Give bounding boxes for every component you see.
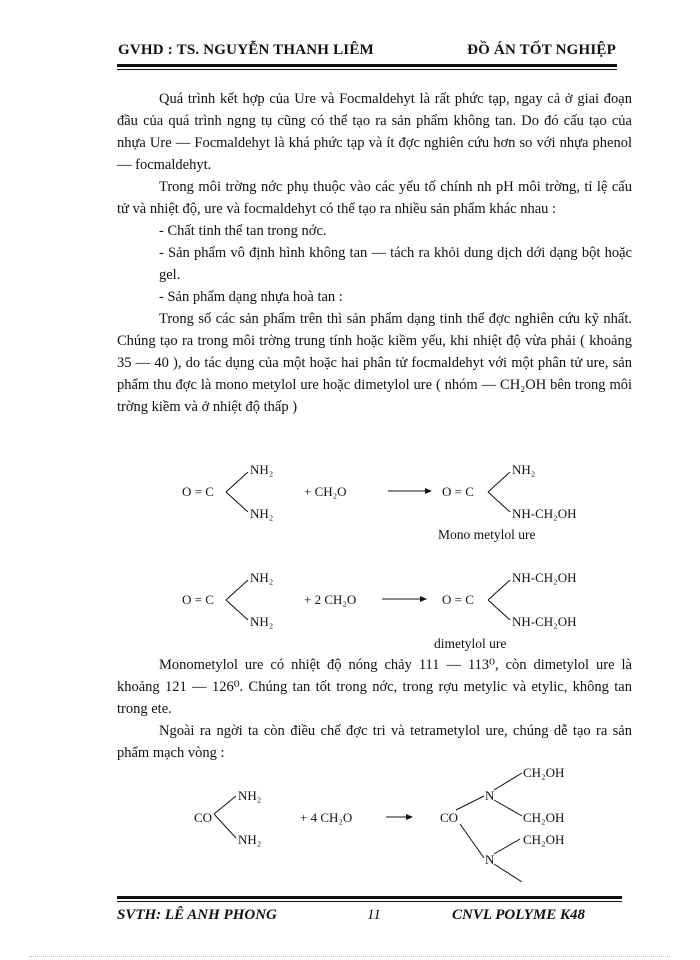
reaction-dimetylol (0, 566, 700, 656)
paragraph-2: Trong môi trờng nớc phụ thuộc vào các yếu tố chính nh pH môi trờng, tỉ lệ cấu tử và nhiệt độ, ure và focmaldehyt có thể tạo ra nhiều sản phẩm khác nhau : (117, 179, 632, 217)
product-nh-ch2oh-top: NH-CH₂OH (512, 570, 577, 585)
product-carbonyl: CO (440, 810, 459, 825)
reactant-carbonyl: O = C (182, 484, 214, 499)
reactant-carbonyl: O = C (182, 592, 214, 607)
reactant-nh2-bottom: NH₂ (238, 832, 262, 847)
footer-class: CNVL POLYME K48 (452, 907, 586, 919)
paragraph-5: Ngoài ra ngời ta còn điều chế đợc tri và tetrametylol ure, chúng dễ tạo ra sản phẩm mạch vòng : (117, 723, 632, 761)
page-edge-dotted-line (30, 956, 670, 957)
paragraph-1: Quá trình kết hợp của Ure và Focmaldehyt là rất phức tạp, ngay cả ở giai đoạn đầu của quá trình ngng tụ cũng có thể tạo ra sản phẩm không tan. Do đó cấu tạo của nhựa Ure — Focmaldehyt là khá phức tạp và ít đợc nghiên cứu hơn so với nhựa phenol — focmaldehyt. (117, 91, 632, 173)
footer-rule-thick (117, 896, 622, 899)
product-carbonyl: O = C (442, 592, 474, 607)
reagent-formaldehyde: + 4 CH₂O (300, 810, 353, 825)
reactant-carbonyl: CO (194, 810, 213, 825)
list-item-3: - Sản phẩm dạng nhựa hoà tan : (159, 289, 343, 305)
reactant-nh2-bottom: NH₂ (250, 506, 274, 521)
reaction-cyclic (0, 760, 700, 890)
reactant-nh2-top: NH₂ (238, 788, 262, 803)
header-supervisor: GVHD : TS. NGUYỄN THANH LIÊM (118, 42, 374, 58)
footer-student: SVTH: LÊ ANH PHONG (117, 907, 277, 919)
product-nh-ch2oh: NH-CH₂OH (512, 506, 577, 521)
footer-rule-thin (117, 901, 622, 902)
header-rule-thin (117, 69, 617, 70)
reactant-nh2-top: NH₂ (250, 570, 274, 585)
reactant-nh2-bottom: NH₂ (250, 614, 274, 629)
product-ch2oh-2: CH₂OH (523, 810, 565, 825)
product-carbonyl: O = C (442, 484, 474, 499)
reactant-nh2-top: NH₂ (250, 462, 274, 477)
product-nitrogen-bottom: N (485, 852, 495, 867)
header-rule-thick (117, 64, 617, 67)
reaction-monometylol (0, 458, 700, 548)
body-text-lower (117, 654, 632, 764)
product-label: dimetylol ure (434, 636, 507, 651)
page-number: 11 (367, 907, 381, 919)
list-item-1: - Chất tinh thể tan trong nớc. (159, 223, 327, 239)
reaction-1-bonds (0, 458, 700, 548)
body-text-upper (117, 88, 632, 418)
product-ch2oh-1: CH₂OH (523, 765, 565, 780)
paragraph-3: Trong số các sản phẩm trên thì sản phẩm dạng tinh thể đợc nghiên cứu kỹ nhất. Chúng tạo ra trong môi trờng trung tính hoặc kiềm yếu, khi nhiệt độ vừa phải ( khoảng 35 — 40 ), do tác dụng của một hoặc hai phân tử focmaldehyt với một phân tử ure, sản phẩm thu đợc là mono metylol ure hoặc dimetylol ure ( nhóm — CH₂OH bên trong môi trờng kiềm và ở nhiệt độ thấp ) (117, 311, 632, 415)
product-ch2oh-3: CH₂OH (523, 832, 565, 847)
reaction-2-bonds (0, 566, 700, 656)
product-nitrogen-top: N (485, 788, 495, 803)
product-label: Mono metylol ure (438, 527, 536, 542)
product-nh2: NH₂ (512, 462, 536, 477)
reagent-formaldehyde: + 2 CH₂O (304, 592, 357, 607)
reagent-formaldehyde: + CH₂O (304, 484, 347, 499)
product-nh-ch2oh-bottom: NH-CH₂OH (512, 614, 577, 629)
header-title: ĐỒ ÁN TỐT NGHIỆP (467, 42, 616, 58)
list-item-2: - Sản phẩm vô định hình không tan — tách ra khỏi dung dịch dới dạng bột hoặc gel. (159, 245, 632, 283)
paragraph-4: Monometylol ure có nhiệt độ nóng chảy 111 — 113⁰, còn dimetylol ure là khoảng 121 — 126⁰. Chúng tan tốt trong nớc, trong rợu metylic và etylic, không tan trong ete. (117, 657, 632, 717)
